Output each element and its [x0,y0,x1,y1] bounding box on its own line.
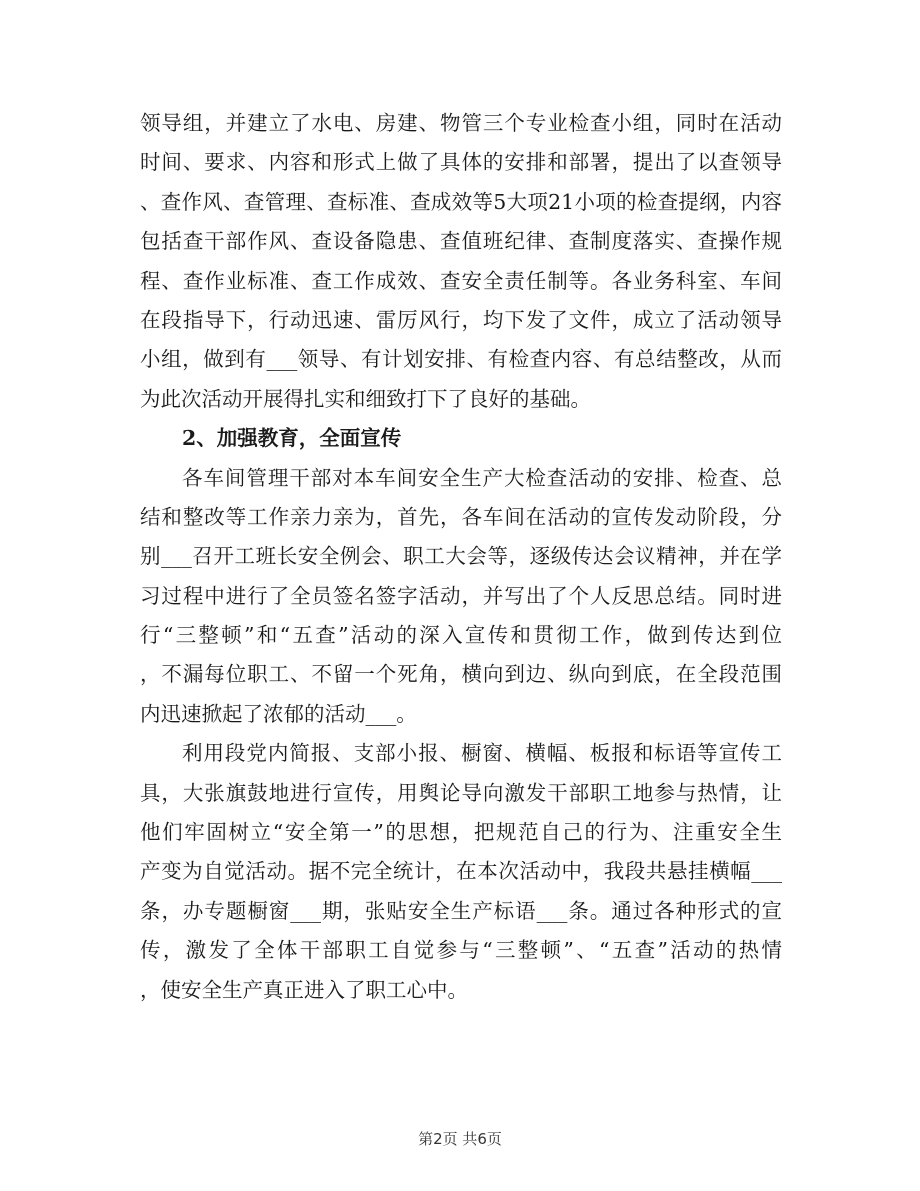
paragraph-line: 程、查作业标准、查工作成效、查安全责任制等。各业务科室、车间 [140,268,782,293]
paragraph-line: 具，大张旗鼓地进行宣传，用舆论导向激发干部职工地参与热情，让 [140,780,782,805]
paragraph-line: 时间、要求、内容和形式上做了具体的安排和部署，提出了以查领导 [140,150,782,175]
section-heading: 2、加强教育，全面宣传 [182,426,402,451]
paragraph-line: ，使安全生产真正进入了职工心中。 [140,977,468,1002]
paragraph-line: 在段指导下，行动迅速、雷厉风行，均下发了文件，成立了活动领导 [140,307,782,332]
paragraph-line: 各车间管理干部对本车间安全生产大检查活动的安排、检查、总 [182,465,782,490]
paragraph-line: 、查作风、查管理、查标准、查成效等5大项21小项的检查提纲，内容 [140,189,782,214]
paragraph-line: 包括查干部作风、查设备隐患、查值班纪律、查制度落实、查操作规 [140,229,782,254]
paragraph-line: 他们牢固树立“安全第一”的思想，把规范自己的行为、注重安全生 [140,820,782,845]
paragraph-line: 习过程中进行了全员签名签字活动，并写出了个人反思总结。同时进 [140,583,782,608]
paragraph-line: 行“三整顿”和“五查”活动的深入宣传和贯彻工作，做到传达到位 [140,623,782,648]
paragraph-line: 条，办专题橱窗___期，张贴安全生产标语___条。通过各种形式的宣 [140,898,782,923]
paragraph-line: 利用段党内简报、支部小报、橱窗、横幅、板报和标语等宣传工 [182,741,782,766]
paragraph-line: 结和整改等工作亲力亲为，首先，各车间在活动的宣传发动阶段，分 [140,504,782,529]
document-body [140,104,782,1010]
paragraph-line: ，不漏每位职工、不留一个死角，横向到边、纵向到底，在全段范围 [140,662,782,687]
page-number: 第2页 共6页 [418,1130,502,1148]
paragraph-line: 别___召开工班长安全例会、职工大会等，逐级传达会议精神，并在学 [140,544,782,569]
paragraph-line: 传，激发了全体干部职工自觉参与“三整顿”、“五查”活动的热情 [140,938,782,963]
paragraph-line: 为此次活动开展得扎实和细致打下了良好的基础。 [140,386,591,411]
paragraph-line: 内迅速掀起了浓郁的活动___。 [140,701,417,726]
paragraph-line: 小组，做到有___领导、有计划安排、有检查内容、有总结整改，从而 [140,347,782,372]
paragraph-line: 产变为自觉活动。据不完全统计，在本次活动中，我段共悬挂横幅___ [140,859,782,884]
paragraph-line: 领导组，并建立了水电、房建、物管三个专业检查小组，同时在活动 [140,111,782,135]
